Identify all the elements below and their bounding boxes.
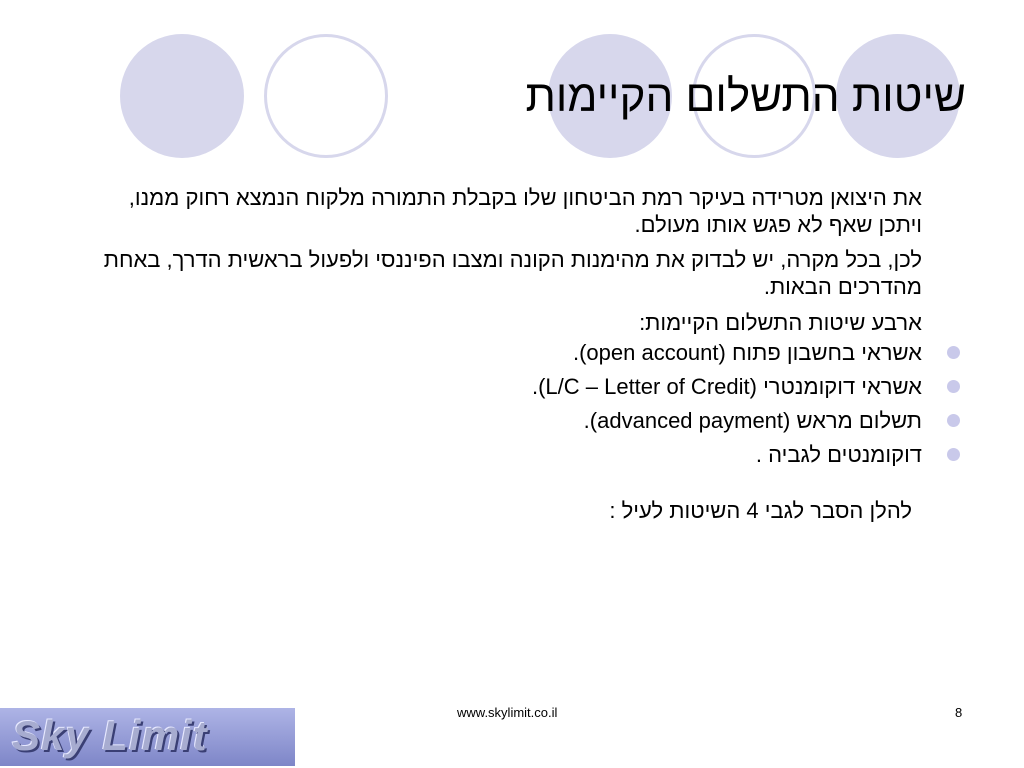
- paragraph-1: את היצואן מטרידה בעיקר רמת הביטחון שלו בקבלת התמורה מלקוח הנמצא רחוק ממנו, ויתכן שאף לא פגש אותו מעולם.: [128, 185, 922, 237]
- slide-title: שיטות התשלום הקיימות: [525, 72, 966, 121]
- bullet-item-1: אשראי בחשבון פתוח (open account).: [572, 340, 922, 365]
- page-number: 8: [955, 705, 963, 720]
- decor-circle-1: [120, 34, 244, 158]
- bullet-item-3: תשלום מראש (advanced payment).: [583, 408, 922, 433]
- logo-text: Sky Limit: [12, 712, 208, 759]
- sky-limit-logo: [0, 708, 295, 766]
- decor-circle-2: [264, 34, 388, 158]
- bullet-item-2: אשראי דוקומנטרי (L/C – Letter of Credit).: [531, 374, 922, 399]
- bullet-icon: [947, 448, 960, 461]
- bullet-icon: [947, 414, 960, 427]
- footer-url: www.skylimit.co.il: [457, 705, 558, 720]
- paragraph-3: ארבע שיטות התשלום הקיימות:: [639, 310, 922, 335]
- bullet-icon: [947, 346, 960, 359]
- closing-note: להלן הסבר לגבי 4 השיטות לעיל :: [609, 498, 912, 523]
- bullet-item-4: דוקומנטים לגביה .: [755, 442, 922, 467]
- bullet-icon: [947, 380, 960, 393]
- paragraph-2: לכן, בכל מקרה, יש לבדוק את מהימנות הקונה ומצבו הפיננסי ולפעול בראשית הדרך, באחת מהדרכים הבאות.: [103, 247, 922, 299]
